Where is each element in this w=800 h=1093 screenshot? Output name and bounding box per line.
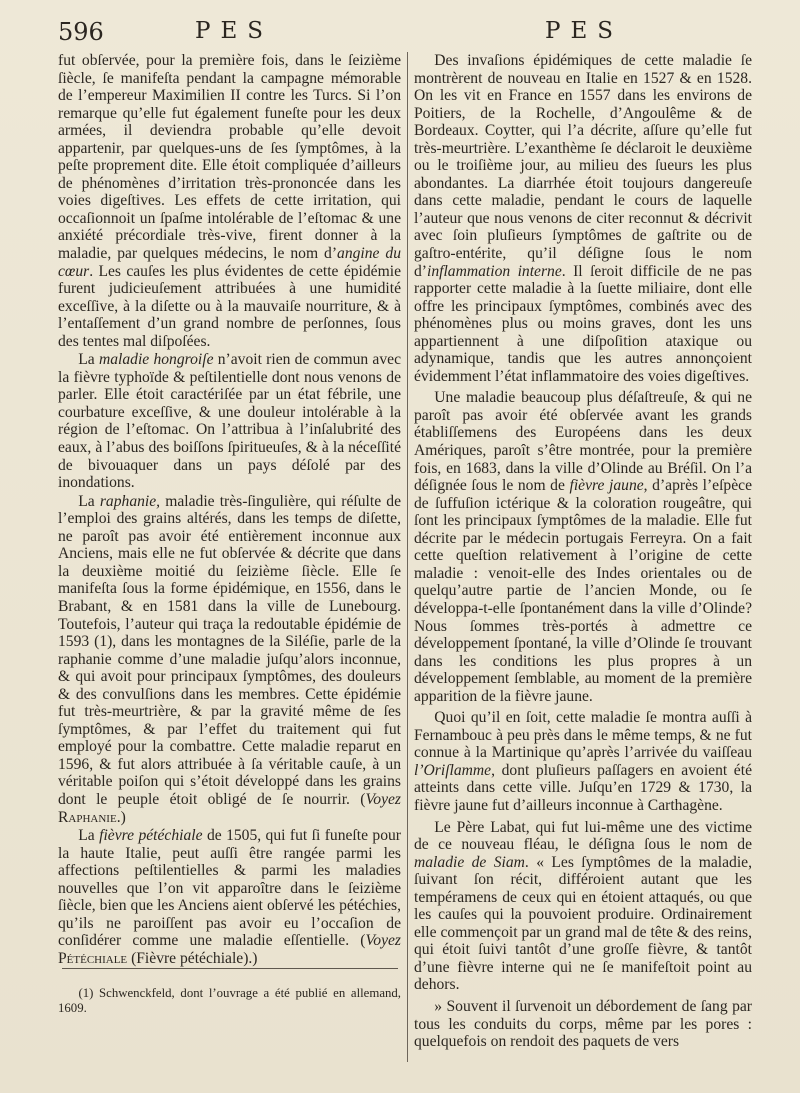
paragraph: La raphanie, maladie très-ſingulière, qui réſulte de l’emploi des grains altérés, dans les temps de diſette, ne paroît pas avoir été entièrement inconnue aux Anciens, mais elle ne fut obſervée & décrite que dans la deuxième moitié du ſeizième ſiècle. Elle ſe manifeſta ſous la forme épidémique, en 1556, dans le Brabant, & en 1581 dans la ville de Lunebourg. Toutefois, l’auteur qui traça la redoutable épidémie de 1593 (1), dans les montagnes de la Siléſie, parle de la raphanie comme d’une maladie juſqu’alors inconnue, & qui avoit pour principaux ſymptômes, des douleurs & des convulſions dans les membres. Cette épidémie fut très-meurtrière, & par la gravité même de ſes ſymptômes, & par l’effet du traitement qui fut employé pour la combattre. Cette maladie reparut en 1596, & fut alors attribuée à ſa véritable cauſe, à un véritable poiſon qui s’étoit développé dans les grains dont le peuple étoit obligé de ſe nourrir. (Voyez Raphanie.) <box>58 492 401 826</box>
left-column <box>58 52 401 967</box>
paragraph: La fièvre pétéchiale de 1505, qui fut ſi funeſte pour la haute Italie, peut auſſi être rangée parmi les affections peſtilentielles & parmi les maladies nouvelles que l’on vit apparoître dans le ſeizième ſiècle, bien que les Anciens aient obſervé les pétéchies, qu’ils ne paroiſſent pas avoir eu l’occaſion de conſidérer comme une maladie eſſentielle. (Voyez Pétéchiale (Fièvre pétéchiale).) <box>58 827 401 967</box>
footnote-text: (1) Schwenckfeld, dont l’ouvrage a été publié en allemand, 1609. <box>58 986 401 1015</box>
paragraph: » Souvent il ſurvenoit un débordement de ſang par tous les conduits du corps, même par les pores : quelquefois on rendoit des paquets de vers <box>414 997 752 1051</box>
paragraph: Une maladie beaucoup plus déſaſtreuſe, & qui ne paroît pas avoir été obſervée avant les grands établiſſemens des Européens dans les deux Amériques, paroît s’être montrée, pour la première fois, en 1683, dans la ville d’Olinde au Bréſil. On l’a déſignée ſous le nom de fièvre jaune, d’après l’eſpèce de ſuffuſion ictérique & la coloration rougeâtre, qui ſont les principaux ſymptômes de la maladie. Elle fut décrite par le médecin portugais Ferreyra. On a fait cette queſtion relativement à l’origine de cette maladie : venoit-elle des Indes orientales ou de quelqu’autre partie de l’ancien Monde, ou ſe développa-t-elle ſpontanément dans la ville d’Olinde? Nous ſommes très-portés à admettre ce développement ſpontané, la ville d’Olinde ſe trouvant dans les conditions les plus propres à un développement ſemblable, au moment de la première apparition de la fièvre jaune. <box>414 389 752 705</box>
paragraph: Quoi qu’il en ſoit, cette maladie ſe montra auſſi à Fernambouc à peu près dans le même temps, & ne fut connue à la Martinique qu’après l’arrivée du vaiſſeau l’Oriſlamme, dont pluſieurs paſſagers en avoient été atteints dans cette ville. Juſqu’en 1729 & 1730, la fièvre jaune fut d’ailleurs inconnue à Carthagène. <box>414 709 752 814</box>
paragraph: La maladie hongroiſe n’avoit rien de commun avec la fièvre typhoïde & peſtilentielle dont nous venons de parler. Elle étoit caractériſée par un état fébrile, une courbature exceſſive, & une douleur intolérable à la région de l’eſtomac. On l’attribua à l’inſalubrité des eaux, à l’abus des boiſſons ſpiritueuſes, & à la néceſſité de bivouaquer dans un pays déſolé par des inondations. <box>58 351 401 492</box>
footnote <box>58 986 401 1016</box>
right-column <box>414 52 752 1051</box>
footnote-rule <box>62 968 398 969</box>
running-head-left: PES <box>195 18 274 44</box>
column-divider <box>407 52 408 1062</box>
paragraph: Le Père Labat, qui fut lui-même une des victime de ce nouveau fléau, le déſigna ſous le nom de maladie de Siam. « Les ſymptômes de la maladie, ſuivant ſon récit, différoient autant que les tempéramens de ceux qui en étoient attaqués, ou que les cauſes qui la pouvoient produire. Ordinairement elle commençoit par un grand mal de tête & des reins, qui étoit ſuivi tantôt d’une groſſe fièvre, & tantôt d’une fièvre interne qui ne ſe manifeſtoit point au dehors. <box>414 818 752 994</box>
paragraph: fut obſervée, pour la première fois, dans le ſeizième ſiècle, ſe manifeſta pendant la campagne mémorable de l’empereur Maximilien II contre les Turcs. Si l’on remarque qu’elle fut également funeſte pour les deux armées, il deviendra probable qu’elle devoit appartenir, par quelques-uns de ſes ſymptômes, à la peſte proprement dite. Elle étoit compliquée d’ailleurs de phénomènes d’irritation très-prononcée dans les voies digeſtives. Les effets de cette irritation, qui occaſionnoit un ſpaſme intolérable de l’eſtomac & une anxiété précordiale très-vive, firent donner à la maladie, par quelques médecins, le nom d’angine du cœur. Les cauſes les plus évidentes de cette épidémie furent judicieuſement attribuées à une humidité exceſſive, à la diſette ou à la mauvaiſe nourriture, & à l’entaſſement d’un grand nombre de perſonnes, ſous des tentes mal diſpoſées. <box>58 52 401 350</box>
page-number: 596 <box>58 18 104 46</box>
page-header <box>0 18 800 52</box>
running-head-right: PES <box>545 18 624 44</box>
paragraph: Des invaſions épidémiques de cette maladie ſe montrèrent de nouveau en Italie en 1527 & en 1528. On les vit en France en 1557 dans les environs de Poitiers, de la Rochelle, d’Angoulême & de Bordeaux. Coytter, qui l’a décrite, aſſure qu’elle fut très-meurtrière. L’exanthème ſe déclaroit le deuxième ou le troiſième jour, au milieu des ſueurs les plus abondantes. La diarrhée étoit toujours dangereuſe dans cette maladie, pendant le cours de laquelle l’auteur que nous venons de citer reconnut & décrivit avec ſoin pluſieurs ſymptômes de gaſtrite ou de gaſtro-entérite, qu’il déſigne ſous le nom d’inflammation interne. Il ſeroit difficile de ne pas rapporter cette maladie à la ſuette miliaire, dont elle offre les principaux ſymptômes, combinés avec des phénomènes plus ou moins graves, dont les uns appartiennent à une diſpoſition ataxique ou adynamique, tandis que les autres annonçoient évidemment l’état inflammatoire des voies digeſtives. <box>414 52 752 385</box>
